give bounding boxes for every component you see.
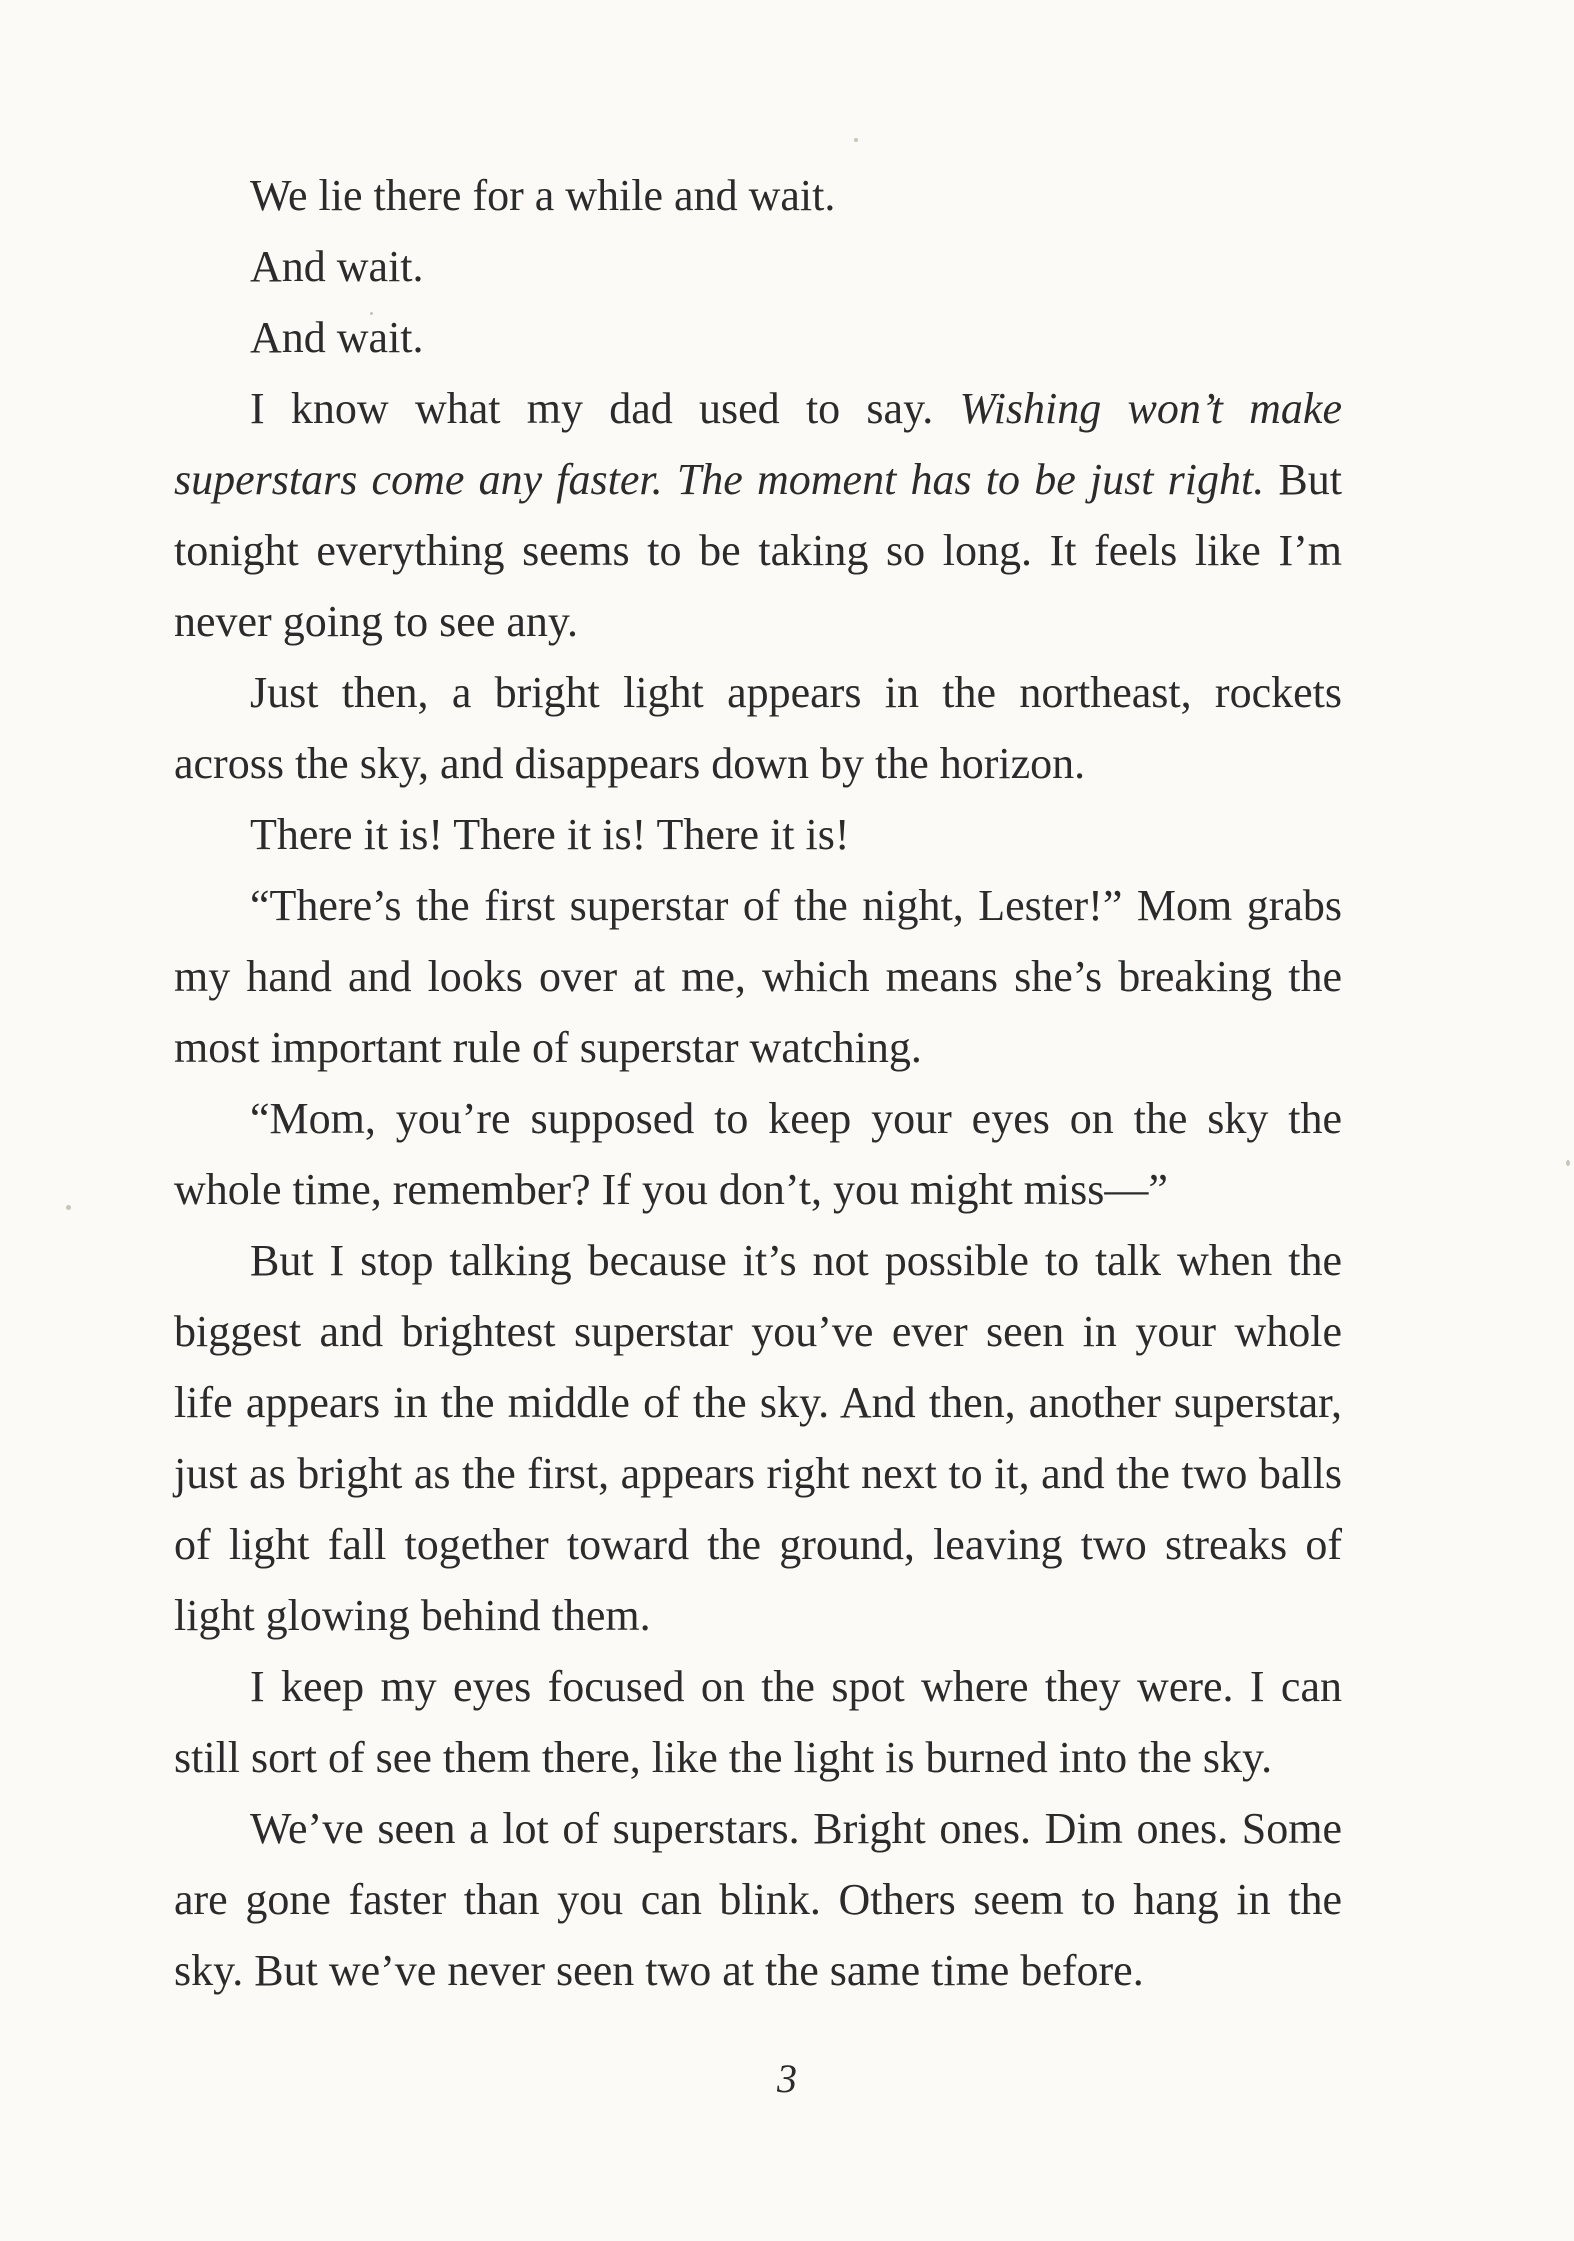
page-number: 3 xyxy=(777,2056,797,2101)
paragraph: But I stop talking because it’s not possible to talk when the biggest and brightest superstar you’ve ever seen in your whole life appears in the middle of the sky. And then, another superstar, just as bright as the first, appears right next to it, and the two balls of light fall together toward the ground, leaving two streaks of light glowing behind them. xyxy=(174,1236,1342,1640)
paragraph xyxy=(174,373,1342,657)
paper-speck xyxy=(66,1205,71,1210)
italic-quote: Wishing won’t make superstars come any faster. The moment has to be just right. xyxy=(174,384,1342,504)
paper-speck xyxy=(854,138,858,142)
paragraph: “There’s the first superstar of the night, Lester!” Mom grabs my hand and looks over at me, which means she’s breaking the most important rule of superstar watching. xyxy=(174,881,1342,1072)
paragraph: We’ve seen a lot of superstars. Bright ones. Dim ones. Some are gone faster than you can blink. Others seem to hang in the sky. But we’ve never seen two at the same time before. xyxy=(174,1804,1342,1995)
paragraph-text: I know what my dad used to say. xyxy=(250,384,960,433)
paragraph: And wait. xyxy=(250,242,424,291)
body-text xyxy=(174,160,1342,2006)
paragraph: There it is! There it is! There it is! xyxy=(250,810,850,859)
paragraph-text: But tonight everything seems to be taking so long. It feels like I’m never going to see any. xyxy=(174,455,1343,646)
paragraph: And wait. xyxy=(250,313,424,362)
paper-speck xyxy=(1566,1160,1570,1166)
paragraph: We lie there for a while and wait. xyxy=(250,171,836,220)
paragraph: I keep my eyes focused on the spot where they were. I can still sort of see them there, like the light is burned into the sky. xyxy=(174,1662,1342,1782)
paragraph: “Mom, you’re supposed to keep your eyes on the sky the whole time, remember? If you don’t, you might miss—” xyxy=(174,1094,1342,1214)
paragraph: Just then, a bright light appears in the northeast, rockets across the sky, and disappears down by the horizon. xyxy=(174,668,1342,788)
